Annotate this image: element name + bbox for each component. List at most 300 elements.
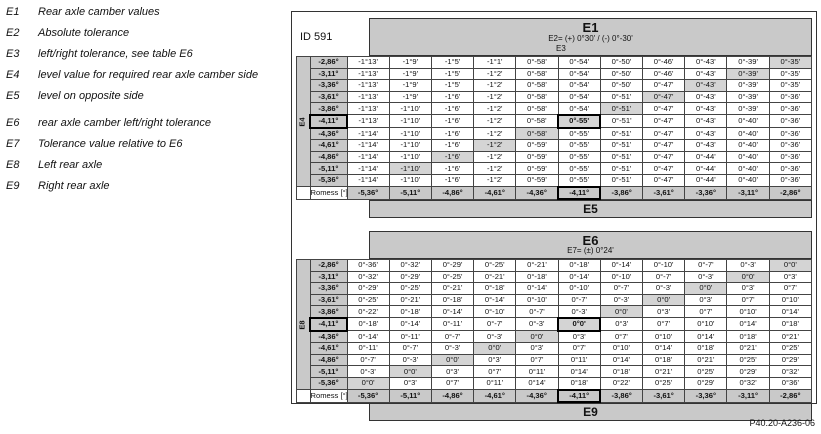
value-cell: 0°-36'	[769, 115, 811, 128]
value-cell: -1°6'	[431, 115, 473, 128]
value-cell: -1°10'	[389, 163, 431, 175]
value-cell: -1°2'	[474, 140, 516, 152]
column-label: -5,36°	[347, 390, 389, 403]
value-cell: 0°-44'	[685, 174, 727, 186]
value-cell: 0°18'	[769, 318, 811, 331]
row-label: -3,36°	[310, 283, 347, 295]
value-cell: 0°-55'	[558, 151, 600, 163]
value-cell: -1°9'	[389, 80, 431, 92]
value-cell: 0°-55'	[558, 163, 600, 175]
row-label: -4,36°	[310, 128, 347, 140]
value-cell: 0°-51'	[600, 163, 642, 175]
value-cell: 0°3'	[727, 283, 769, 295]
value-cell: 0°-7'	[643, 271, 685, 283]
legend-key: E1	[6, 6, 20, 18]
column-label: -3,11°	[727, 187, 769, 200]
table-row	[297, 91, 812, 103]
value-cell: 0°-14'	[516, 283, 558, 295]
value-cell: 0°-3'	[643, 283, 685, 295]
value-cell: 0°7'	[727, 294, 769, 306]
value-cell: 0°-3'	[474, 331, 516, 343]
value-cell: 0°0'	[727, 271, 769, 283]
value-cell: -1°10'	[389, 128, 431, 140]
value-cell: -1°6'	[431, 140, 473, 152]
value-cell: 0°-14'	[558, 271, 600, 283]
value-cell: 0°-7'	[431, 331, 473, 343]
column-label: -3,61°	[643, 187, 685, 200]
legend-item	[6, 180, 286, 193]
value-cell: 0°7'	[685, 306, 727, 318]
table-row	[297, 163, 812, 175]
value-cell: 0°-21'	[474, 271, 516, 283]
e6-title: E6	[582, 233, 599, 248]
value-cell: 0°25'	[643, 377, 685, 389]
table-row	[297, 354, 812, 366]
e6-header	[369, 231, 812, 259]
value-cell: -1°6'	[431, 91, 473, 103]
value-cell: -1°2'	[474, 151, 516, 163]
value-cell: 0°-36'	[769, 163, 811, 175]
value-cell: -1°2'	[474, 115, 516, 128]
value-cell: 0°-36'	[347, 260, 389, 272]
row-label: -3,11°	[310, 271, 347, 283]
value-cell: 0°22'	[600, 377, 642, 389]
column-label: -3,36°	[685, 390, 727, 403]
value-cell: -1°6'	[431, 128, 473, 140]
value-cell: 0°-18'	[389, 306, 431, 318]
value-cell: 0°-43'	[685, 57, 727, 69]
value-cell: 0°7'	[516, 354, 558, 366]
column-label: -4,36°	[516, 187, 558, 200]
row-label: -4,36°	[310, 331, 347, 343]
value-cell: 0°-59'	[516, 163, 558, 175]
row-label: -4,61°	[310, 140, 347, 152]
value-cell: 0°-58'	[516, 57, 558, 69]
value-cell: 0°-59'	[516, 140, 558, 152]
value-cell: 0°-10'	[558, 283, 600, 295]
table-row	[297, 128, 812, 140]
row-label: -3,61°	[310, 294, 347, 306]
e7-tolerance: E7= (±) 0°24'	[567, 246, 614, 255]
value-cell: 0°18'	[685, 343, 727, 355]
value-cell: 0°29'	[685, 377, 727, 389]
tolerance-header	[296, 231, 812, 259]
value-cell: 0°-44'	[685, 163, 727, 175]
value-cell: 0°0'	[389, 366, 431, 378]
value-cell: 0°-25'	[389, 283, 431, 295]
value-cell: 0°14'	[516, 377, 558, 389]
value-cell: 0°0'	[769, 260, 811, 272]
legend-text: level value for required rear axle camber side	[38, 69, 259, 81]
figure-code: P40.20-A236-06	[749, 418, 815, 428]
value-cell: -1°10'	[389, 174, 431, 186]
value-cell: -1°10'	[389, 151, 431, 163]
table-row	[297, 343, 812, 355]
value-cell: 0°-51'	[600, 91, 642, 103]
column-label: -4,11°	[558, 187, 600, 200]
legend-item	[6, 159, 286, 172]
value-cell: 0°-29'	[389, 271, 431, 283]
value-cell: 0°-54'	[558, 91, 600, 103]
value-cell: 0°-46'	[643, 57, 685, 69]
value-cell: 0°14'	[727, 318, 769, 331]
legend-key: E4	[6, 69, 20, 81]
e1-title: E1	[582, 20, 599, 35]
value-cell: 0°-40'	[727, 174, 769, 186]
row-label: -3,11°	[310, 68, 347, 80]
value-cell: -1°2'	[474, 103, 516, 115]
value-cell: 0°10'	[600, 343, 642, 355]
column-label: -3,36°	[685, 187, 727, 200]
value-cell: 0°-40'	[727, 115, 769, 128]
value-cell: 0°-10'	[516, 294, 558, 306]
value-cell: 0°21'	[727, 343, 769, 355]
value-cell: 0°-3'	[516, 318, 558, 331]
value-cell: 0°-40'	[727, 151, 769, 163]
row-label: -5,36°	[310, 174, 347, 186]
table-row	[297, 306, 812, 318]
value-cell: 0°-39'	[727, 91, 769, 103]
value-cell: 0°-40'	[727, 140, 769, 152]
value-cell: 0°-43'	[685, 115, 727, 128]
value-cell: -1°6'	[431, 151, 473, 163]
column-label: -4,86°	[431, 390, 473, 403]
value-cell: 0°-11'	[347, 343, 389, 355]
value-cell: 0°-47'	[643, 163, 685, 175]
value-cell: 0°11'	[474, 377, 516, 389]
column-label: -4,61°	[474, 187, 516, 200]
value-cell: 0°-54'	[558, 57, 600, 69]
value-cell: 0°-18'	[431, 294, 473, 306]
value-cell: 0°-18'	[516, 271, 558, 283]
value-cell: 0°10'	[769, 294, 811, 306]
value-cell: -1°13'	[347, 57, 389, 69]
legend-item	[6, 6, 286, 19]
value-cell: 0°-47'	[643, 115, 685, 128]
value-cell: 0°0'	[643, 294, 685, 306]
romess-label: Romess [°]	[310, 390, 347, 403]
value-cell: 0°29'	[727, 366, 769, 378]
value-cell: 0°-21'	[431, 283, 473, 295]
value-cell: -1°6'	[431, 174, 473, 186]
value-cell: 0°32'	[769, 366, 811, 378]
legend	[6, 6, 286, 201]
table-row	[297, 294, 812, 306]
side-label-text: E8	[297, 319, 307, 330]
value-cell: 0°-7'	[685, 260, 727, 272]
e2-tolerance: E2= (+) 0°30' / (-) 0°-30'	[548, 34, 633, 43]
value-cell: -1°1'	[474, 57, 516, 69]
value-cell: 0°-36'	[769, 174, 811, 186]
value-cell: -1°13'	[347, 91, 389, 103]
column-label: -2,86°	[769, 390, 811, 403]
value-cell: 0°-35'	[769, 80, 811, 92]
value-cell: 0°-40'	[727, 128, 769, 140]
romess-row	[297, 390, 812, 403]
value-cell: -1°2'	[474, 80, 516, 92]
value-cell: 0°-51'	[600, 115, 642, 128]
value-cell: 0°-43'	[685, 68, 727, 80]
value-cell: 0°-47'	[643, 174, 685, 186]
row-label: -4,86°	[310, 354, 347, 366]
value-cell: 0°29'	[769, 354, 811, 366]
legend-text: Rear axle camber values	[38, 6, 160, 18]
table-row	[297, 331, 812, 343]
value-cell: -1°5'	[431, 80, 473, 92]
value-cell: 0°3'	[769, 271, 811, 283]
value-cell: 0°-47'	[643, 151, 685, 163]
legend-text: Absolute tolerance	[38, 27, 130, 39]
value-cell: 0°-50'	[600, 68, 642, 80]
side-label-text: E4	[297, 116, 307, 127]
row-label: -2,86°	[310, 57, 347, 69]
value-cell: 0°7'	[769, 283, 811, 295]
value-cell: 0°-43'	[685, 103, 727, 115]
value-cell: 0°21'	[685, 354, 727, 366]
table-row	[297, 57, 812, 69]
camber-values-block	[296, 18, 812, 218]
row-label: -3,61°	[310, 91, 347, 103]
value-cell: 0°0'	[516, 331, 558, 343]
left-right-tolerance-block	[296, 231, 812, 421]
table-row	[297, 260, 812, 272]
value-cell: -1°2'	[474, 91, 516, 103]
value-cell: 0°-47'	[643, 128, 685, 140]
value-cell: 0°-18'	[558, 260, 600, 272]
value-cell: 0°-43'	[685, 91, 727, 103]
value-cell: 0°-39'	[727, 103, 769, 115]
value-cell: 0°32'	[727, 377, 769, 389]
value-cell: 0°-46'	[643, 68, 685, 80]
column-label: -5,11°	[389, 390, 431, 403]
legend-text: Right rear axle	[38, 180, 110, 192]
legend-key: E7	[6, 138, 20, 150]
value-cell: 0°10'	[685, 318, 727, 331]
legend-text: level on opposite side	[38, 90, 144, 102]
value-cell: 0°-59'	[516, 151, 558, 163]
value-cell: 0°18'	[643, 354, 685, 366]
value-cell: 0°-36'	[769, 128, 811, 140]
value-cell: 0°-29'	[347, 283, 389, 295]
side-label	[297, 57, 311, 187]
romess-spacer	[297, 390, 311, 403]
column-label: -3,86°	[600, 187, 642, 200]
row-label: -4,11°	[310, 115, 347, 128]
legend-key: E8	[6, 159, 20, 171]
table-row	[297, 80, 812, 92]
value-cell: 0°-3'	[389, 354, 431, 366]
value-cell: 0°-10'	[600, 271, 642, 283]
e3-note: E3	[556, 44, 566, 53]
value-cell: 0°-7'	[600, 283, 642, 295]
value-cell: -1°2'	[474, 68, 516, 80]
column-label: -5,36°	[347, 187, 389, 200]
legend-key: E5	[6, 90, 20, 102]
value-cell: 0°-40'	[727, 163, 769, 175]
value-cell: -1°13'	[347, 80, 389, 92]
value-cell: -1°6'	[431, 163, 473, 175]
value-cell: -1°2'	[474, 128, 516, 140]
value-cell: 0°10'	[643, 331, 685, 343]
value-cell: -1°9'	[389, 68, 431, 80]
legend-item	[6, 69, 286, 82]
value-cell: 0°-3'	[685, 271, 727, 283]
value-cell: -1°2'	[474, 163, 516, 175]
value-cell: 0°18'	[727, 331, 769, 343]
value-cell: 0°14'	[769, 306, 811, 318]
value-cell: 0°-14'	[431, 306, 473, 318]
value-cell: -1°14'	[347, 128, 389, 140]
value-cell: 0°-55'	[558, 115, 600, 128]
tolerance-id-spacer	[296, 231, 369, 259]
value-cell: 0°14'	[558, 366, 600, 378]
table-row	[297, 283, 812, 295]
value-cell: 0°-18'	[347, 318, 389, 331]
row-label: -3,36°	[310, 80, 347, 92]
table-row	[297, 318, 812, 331]
value-cell: 0°-36'	[769, 103, 811, 115]
column-label: -3,61°	[643, 390, 685, 403]
value-cell: -1°10'	[389, 115, 431, 128]
table-row	[297, 174, 812, 186]
value-cell: 0°-36'	[769, 91, 811, 103]
row-label: -4,11°	[310, 318, 347, 331]
table-row	[297, 115, 812, 128]
value-cell: -1°13'	[347, 115, 389, 128]
row-label: -4,61°	[310, 343, 347, 355]
legend-text: left/right tolerance, see table E6	[38, 48, 193, 60]
value-cell: 0°-47'	[643, 80, 685, 92]
value-cell: 0°-51'	[600, 128, 642, 140]
value-cell: 0°-14'	[347, 331, 389, 343]
value-cell: -1°5'	[431, 68, 473, 80]
value-cell: 0°-51'	[600, 103, 642, 115]
value-cell: 0°-51'	[600, 151, 642, 163]
value-cell: 0°-58'	[516, 128, 558, 140]
value-cell: 0°7'	[431, 377, 473, 389]
value-cell: 0°-14'	[600, 260, 642, 272]
value-cell: 0°-7'	[389, 343, 431, 355]
value-cell: 0°-32'	[347, 271, 389, 283]
column-label: -5,11°	[389, 187, 431, 200]
value-cell: -1°6'	[431, 103, 473, 115]
value-cell: 0°7'	[643, 318, 685, 331]
value-cell: 0°-39'	[727, 80, 769, 92]
legend-key: E2	[6, 27, 20, 39]
value-cell: 0°11'	[516, 366, 558, 378]
e5-label: E5	[369, 200, 812, 218]
row-label: -3,86°	[310, 306, 347, 318]
value-cell: 0°-22'	[347, 306, 389, 318]
value-cell: -1°13'	[347, 68, 389, 80]
value-cell: 0°25'	[727, 354, 769, 366]
value-cell: 0°3'	[389, 377, 431, 389]
value-cell: 0°0'	[685, 283, 727, 295]
value-cell: 0°14'	[685, 331, 727, 343]
legend-key: E3	[6, 48, 20, 60]
value-cell: -1°10'	[389, 103, 431, 115]
value-cell: -1°13'	[347, 103, 389, 115]
value-cell: 0°-7'	[558, 294, 600, 306]
column-label: -4,86°	[431, 187, 473, 200]
e9-label: E9	[369, 403, 812, 421]
value-cell: 0°-58'	[516, 80, 558, 92]
camber-values-header	[296, 18, 812, 56]
legend-item	[6, 117, 286, 130]
value-cell: 0°25'	[769, 343, 811, 355]
value-cell: 0°-21'	[389, 294, 431, 306]
table-id: ID 591	[300, 31, 333, 43]
value-cell: 0°-32'	[389, 260, 431, 272]
value-cell: 0°-25'	[431, 271, 473, 283]
column-label: -3,11°	[727, 390, 769, 403]
value-cell: -1°9'	[389, 57, 431, 69]
value-cell: 0°-55'	[558, 174, 600, 186]
value-cell: 0°-3'	[600, 294, 642, 306]
legend-text: rear axle camber left/right tolerance	[38, 117, 212, 129]
value-cell: 0°-11'	[431, 318, 473, 331]
value-cell: 0°-47'	[643, 140, 685, 152]
value-cell: 0°-51'	[600, 174, 642, 186]
value-cell: 0°-58'	[516, 91, 558, 103]
value-cell: 0°11'	[558, 354, 600, 366]
side-label	[297, 260, 311, 390]
value-cell: 0°-7'	[347, 354, 389, 366]
tolerance-table-frame	[291, 11, 817, 420]
value-cell: 0°3'	[600, 318, 642, 331]
column-label: -4,11°	[558, 390, 600, 403]
legend-item	[6, 48, 286, 61]
value-cell: 0°-58'	[516, 68, 558, 80]
value-cell: 0°-35'	[769, 68, 811, 80]
value-cell: 0°-14'	[389, 318, 431, 331]
table-row	[297, 366, 812, 378]
value-cell: -1°9'	[389, 91, 431, 103]
value-cell: 0°-39'	[727, 68, 769, 80]
column-label: -3,86°	[600, 390, 642, 403]
value-cell: 0°-44'	[685, 151, 727, 163]
value-cell: 0°-51'	[600, 140, 642, 152]
column-label: -4,36°	[516, 390, 558, 403]
value-cell: 0°7'	[558, 343, 600, 355]
value-cell: 0°21'	[643, 366, 685, 378]
value-cell: 0°-36'	[769, 151, 811, 163]
table-row	[297, 151, 812, 163]
value-cell: 0°21'	[769, 331, 811, 343]
value-cell: 0°14'	[600, 354, 642, 366]
legend-item	[6, 138, 286, 151]
value-cell: 0°-55'	[558, 140, 600, 152]
value-cell: 0°0'	[558, 318, 600, 331]
value-cell: 0°-11'	[389, 331, 431, 343]
value-cell: 0°3'	[558, 331, 600, 343]
row-label: -5,11°	[310, 163, 347, 175]
table-row	[297, 68, 812, 80]
value-cell: 0°-43'	[685, 128, 727, 140]
table-row	[297, 271, 812, 283]
romess-spacer	[297, 187, 311, 200]
romess-row	[297, 187, 812, 200]
column-label: -2,86°	[769, 187, 811, 200]
value-cell: 0°-18'	[474, 283, 516, 295]
left-right-tolerance-table	[296, 259, 812, 403]
value-cell: 0°-35'	[769, 57, 811, 69]
value-cell: 0°3'	[431, 366, 473, 378]
value-cell: 0°10'	[727, 306, 769, 318]
value-cell: 0°-10'	[643, 260, 685, 272]
value-cell: 0°0'	[474, 343, 516, 355]
value-cell: 0°36'	[769, 377, 811, 389]
